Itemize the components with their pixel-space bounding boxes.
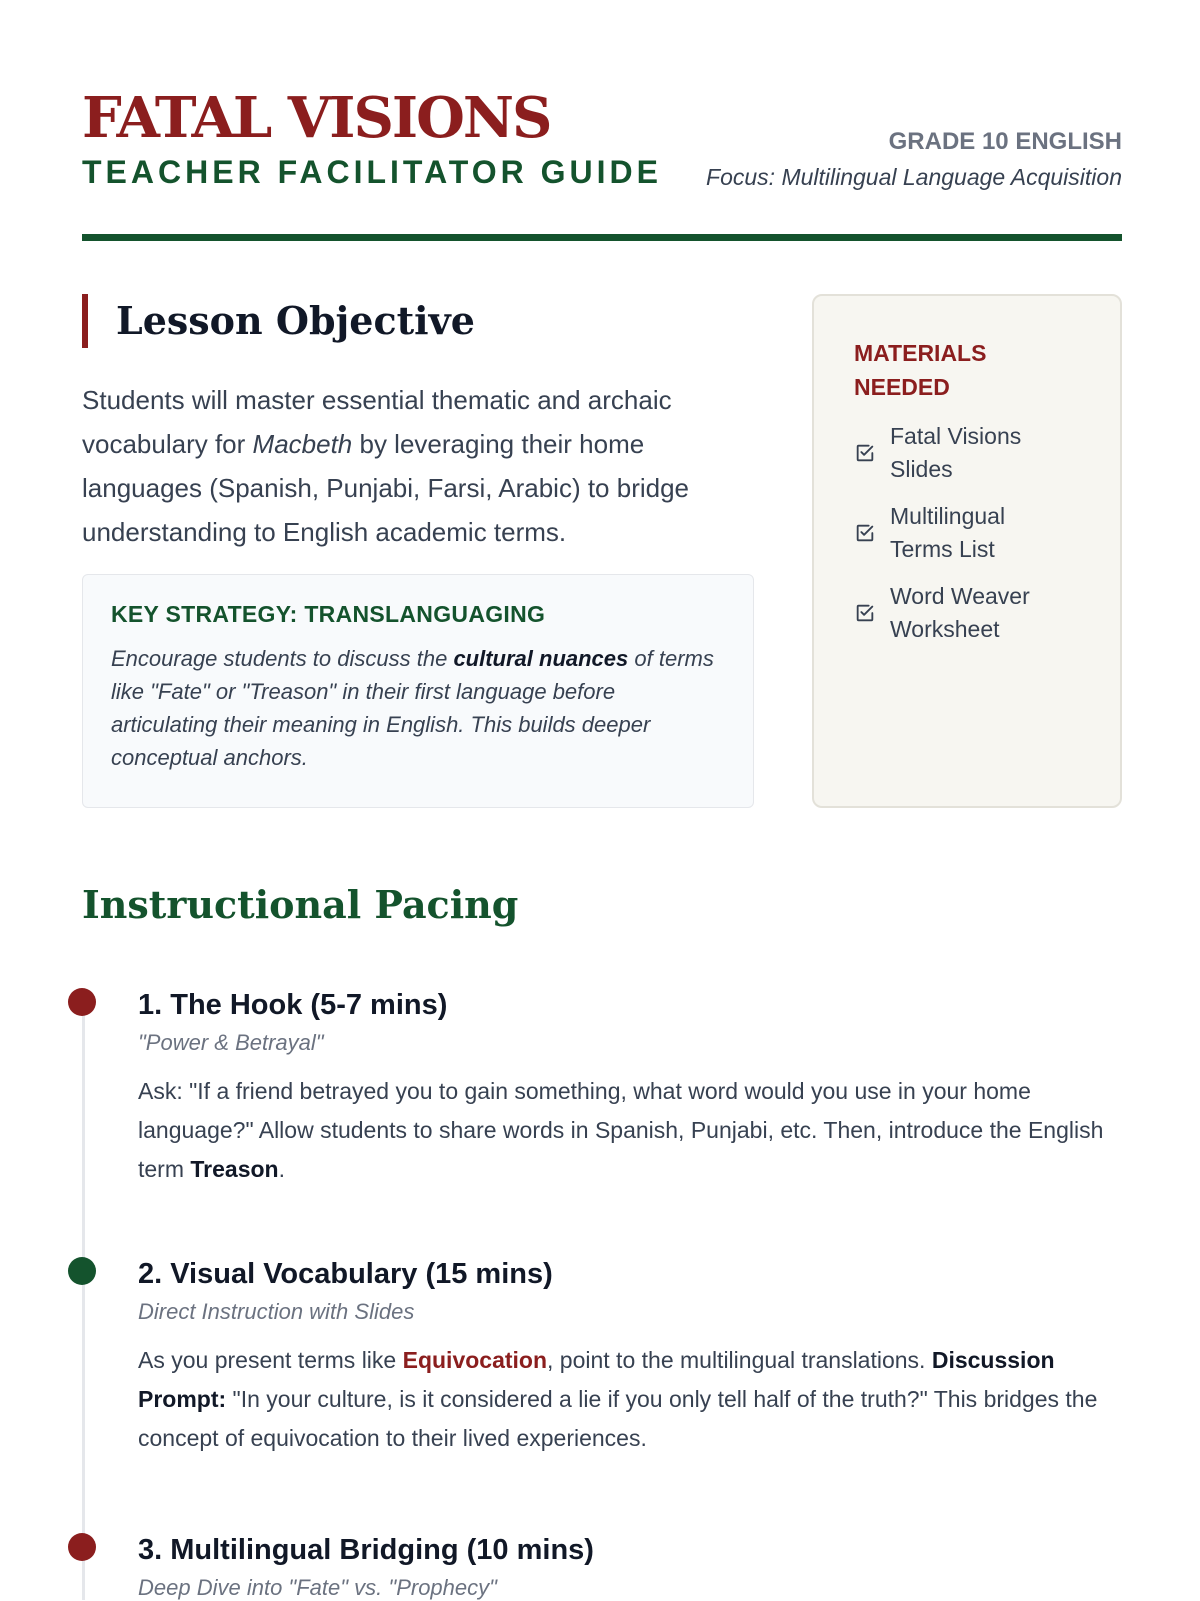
step-body-part: , point to the multilingual translations. [547, 1347, 932, 1373]
lesson-objective-heading [82, 294, 758, 348]
focus-label: Focus: Multilingual Language Acquisition [706, 164, 1122, 190]
materials-item-label: Multilingual Terms List [890, 503, 1006, 562]
step-title: 3. Multilingual Bridging (10 mins) [138, 1534, 594, 1566]
heading-accent-bar [82, 294, 88, 348]
guide-subtitle: TEACHER FACILITATOR GUIDE [82, 154, 662, 190]
key-strategy-callout [82, 574, 754, 808]
pacing-step [138, 986, 1122, 1189]
strategy-text-emphasis: cultural nuances [453, 646, 629, 671]
guide-title: FATAL VISIONS [82, 85, 551, 151]
step-subtitle: Deep Dive into "Fate" vs. "Prophecy" [138, 1575, 497, 1600]
lesson-objective-title: Lesson Objective [116, 298, 475, 343]
checkbox-icon [854, 442, 876, 464]
materials-item [854, 500, 1080, 566]
timeline-line [82, 1000, 85, 1600]
pacing-step [138, 1255, 1122, 1458]
checkbox-icon [854, 522, 876, 544]
materials-item-label: Word Weaver Worksheet [890, 583, 1030, 642]
objective-text-title: Macbeth [252, 429, 353, 459]
step-body-emphasis: Treason [190, 1156, 279, 1182]
timeline-dot [68, 988, 96, 1016]
step-body [138, 1341, 1122, 1458]
step-body-part: "In your culture, is it considered a lie if you only tell half of the truth?" This bridges the concept of equivocation to their lived experiences. [138, 1386, 1098, 1451]
step-subtitle: Direct Instruction with Slides [138, 1299, 415, 1324]
step-body [138, 1072, 1122, 1189]
materials-title: MATERIALS NEEDED [854, 340, 987, 400]
step-body-part: As you present terms like [138, 1347, 403, 1373]
materials-panel [812, 294, 1122, 808]
strategy-text-part: of terms like "Fate" or "Treason" in their first language before articulating their meaning in English. This builds deeper conceptual anchors. [111, 646, 714, 770]
grade-label: GRADE 10 ENGLISH [888, 128, 1122, 155]
step-body-term: Equivocation [402, 1347, 548, 1373]
key-strategy-title: KEY STRATEGY: TRANSLANGUAGING [111, 601, 546, 627]
instructional-pacing-heading: Instructional Pacing [82, 882, 519, 927]
step-body-part: . [278, 1156, 285, 1182]
header-divider [82, 234, 1122, 241]
checkbox-icon [854, 602, 876, 624]
lesson-objective-text [82, 378, 758, 554]
step-body-emphasis: Discussion Prompt: [138, 1347, 1055, 1412]
header [82, 84, 1122, 244]
step-body-part: Ask: "If a friend betrayed you to gain something, what word would you use in your home language?" Allow students to share words in Spanish, Punjabi, etc. Then, introduce the English term [138, 1078, 1104, 1182]
key-strategy-body [111, 642, 725, 774]
pacing-step [138, 1531, 1122, 1601]
materials-list [854, 420, 1080, 646]
timeline-dot [68, 1533, 96, 1561]
strategy-text-part: Encourage students to discuss the [111, 646, 454, 671]
timeline-dot [68, 1257, 96, 1285]
objective-text-part: by leveraging their home languages (Spanish, Punjabi, Farsi, Arabic) to bridge understanding to English academic terms. [82, 429, 690, 547]
step-title: 2. Visual Vocabulary (15 mins) [138, 1258, 553, 1290]
objective-text-part: Students will master essential thematic and archaic vocabulary for [82, 385, 672, 459]
materials-item-label: Fatal Visions Slides [890, 423, 1022, 482]
lesson-objective-section [82, 294, 758, 770]
step-title: 1. The Hook (5-7 mins) [138, 989, 448, 1021]
step-subtitle: "Power & Betrayal" [138, 1030, 324, 1055]
materials-item [854, 580, 1080, 646]
materials-item [854, 420, 1080, 486]
